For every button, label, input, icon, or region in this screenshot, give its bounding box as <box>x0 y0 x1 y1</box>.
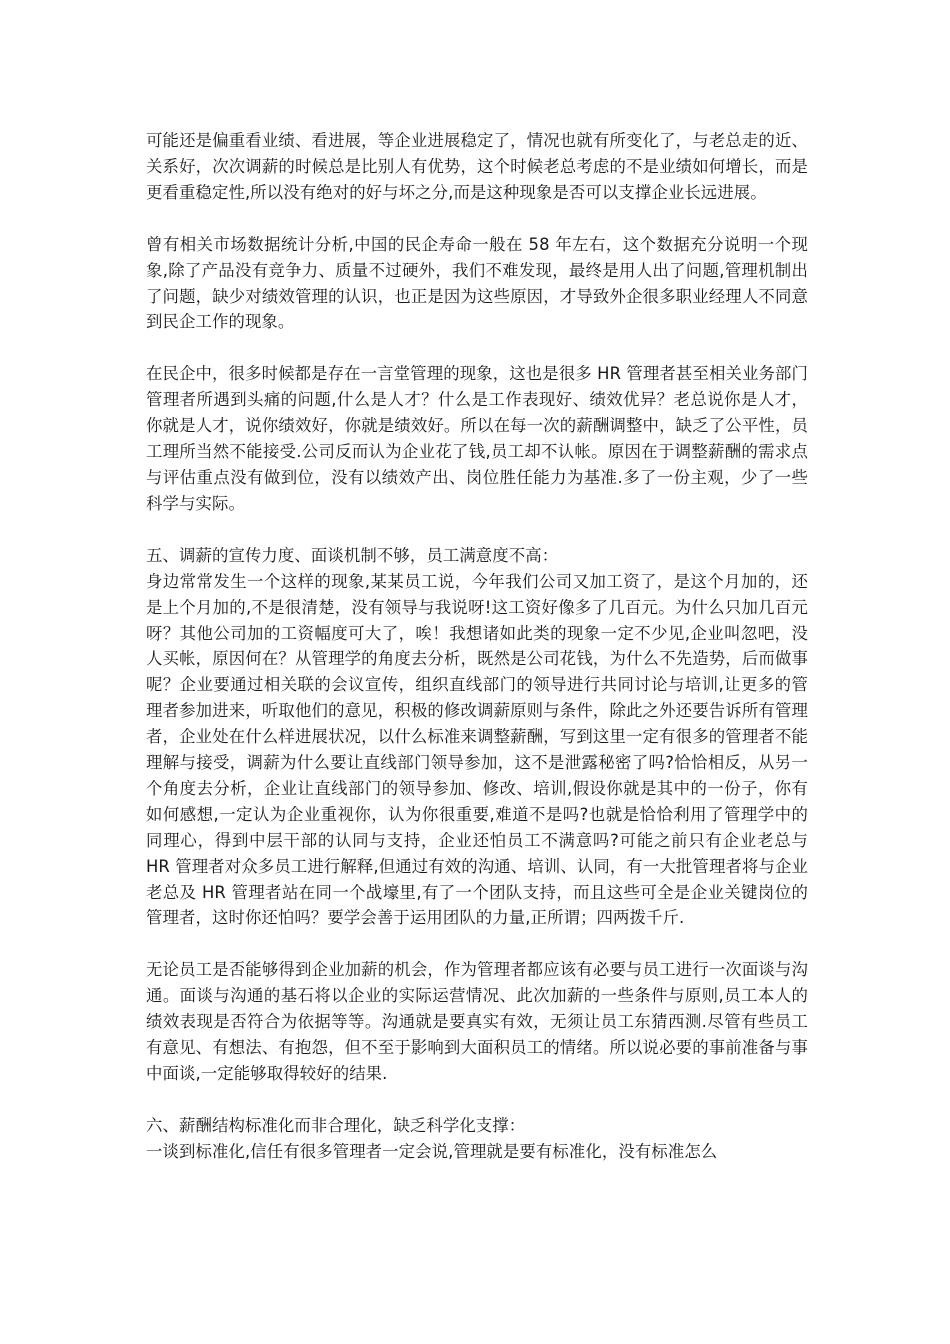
section-5-body: 身边常常发生一个这样的现象,某某员工说，今年我们公司又加工资了，是这个月加的，还是上个月加的,不是很清楚，没有领导与我说呀!这工资好像多了几百元。为什么只加几百元呀？其他公司加的工资幅度可大了，唉！我想诸如此类的现象一定不少见,企业叫忽吧，没人买帐，原因何在？从管理学的角度去分析，既然是公司花钱，为什么不先造势，后而做事呢？企业要通过相关联的会议宣传，组织直线部门的领导进行共同讨论与培训,让更多的管理者参加进来，听取他们的意见，积极的修改调薪原则与条件，除此之外还要告诉所有管理者，企业处在什么样进展状况，以什么标准来调整薪酬，写到这里一定有很多的管理者不能理解与接受，调薪为什么要让直线部门领导参加，这不是泄露秘密了吗?恰恰相反，从另一个角度去分析，企业让直线部门的领导参加、修改、培训,假设你就是其中的一份子，你有如何感想,一定认为企业重视你，认为你很重要,难道不是吗?也就是恰恰利用了管理学中的同理心，得到中层干部的认同与支持，企业还怕员工不满意吗?可能之前只有企业老总与 HR 管理者对众多员工进行解释,但通过有效的沟通、培训、认同，有一大批管理者将与企业老总及 HR 管理者站在同一个战壕里,有了一个团队支持，而且这些可全是企业关键岗位的管理者，这时你还怕吗？要学会善于运用团队的力量,正所谓；四两拨千斤. <box>146 571 814 928</box>
section-6-body: 一谈到标准化,信任有很多管理者一定会说,管理就是要有标准化，没有标准怎么 <box>146 1141 718 1161</box>
section-5-followup: 无论员工是否能够得到企业加薪的机会，作为管理者都应该有必要与员工进行一次面谈与沟通。面谈与沟通的基石将以企业的实际运营情况、此次加薪的一些条件与原则,员工本人的绩效表现是否符合为依据等等。沟通就是要真实有效，无须让员工东猜西测.尽管有些员工有意见、有想法、有抱怨，但不至于影响到大面积员工的情绪。所以说必要的事前准备与事中面谈,一定能够取得较好的结果. <box>146 960 808 1083</box>
paragraph-2: 曾有相关市场数据统计分析,中国的民企寿命一般在 58 年左右，这个数据充分说明一个现象,除了产品没有竞争力、质量不过硬外，我们不难发现，最终是用人出了问题,管理机制出了问题，缺少对绩效管理的认识，也正是因为这些原因，才导致外企很多职业经理人不同意到民企工作的现象。 <box>146 234 808 332</box>
document-page <box>146 128 814 1165</box>
section-6-heading: 六、薪酬结构标准化而非合理化，缺乏科学化支撑： <box>146 1115 526 1135</box>
section-5-heading: 五、调薪的宣传力度、面谈机制不够，员工满意度不高： <box>146 545 559 565</box>
paragraph-1: 可能还是偏重看业绩、看进展，等企业进展稳定了，情况也就有所变化了，与老总走的近、关系好，次次调薪的时候总是比别人有优势，这个时候老总考虑的不是业绩如何增长，而是更看重稳定性,所以没有绝对的好与坏之分,而是这种现象是否可以支撑企业长远进展。 <box>146 131 808 202</box>
paragraph-3: 在民企中，很多时候都是存在一言堂管理的现象，这也是很多 HR 管理者甚至相关业务部门管理者所遇到头痛的问题,什么是人才？什么是工作表现好、绩效优异？老总说你是人才，你就是人才，说你绩效好，你就是绩效好。所以在每一次的薪酬调整中，缺乏了公平性，员工理所当然不能接受.公司反而认为企业花了钱,员工却不认帐。原因在于调整薪酬的需求点与评估重点没有做到位，没有以绩效产出、岗位胜任能力为基准.多了一份主观，少了一些科学与实际。 <box>146 364 808 513</box>
